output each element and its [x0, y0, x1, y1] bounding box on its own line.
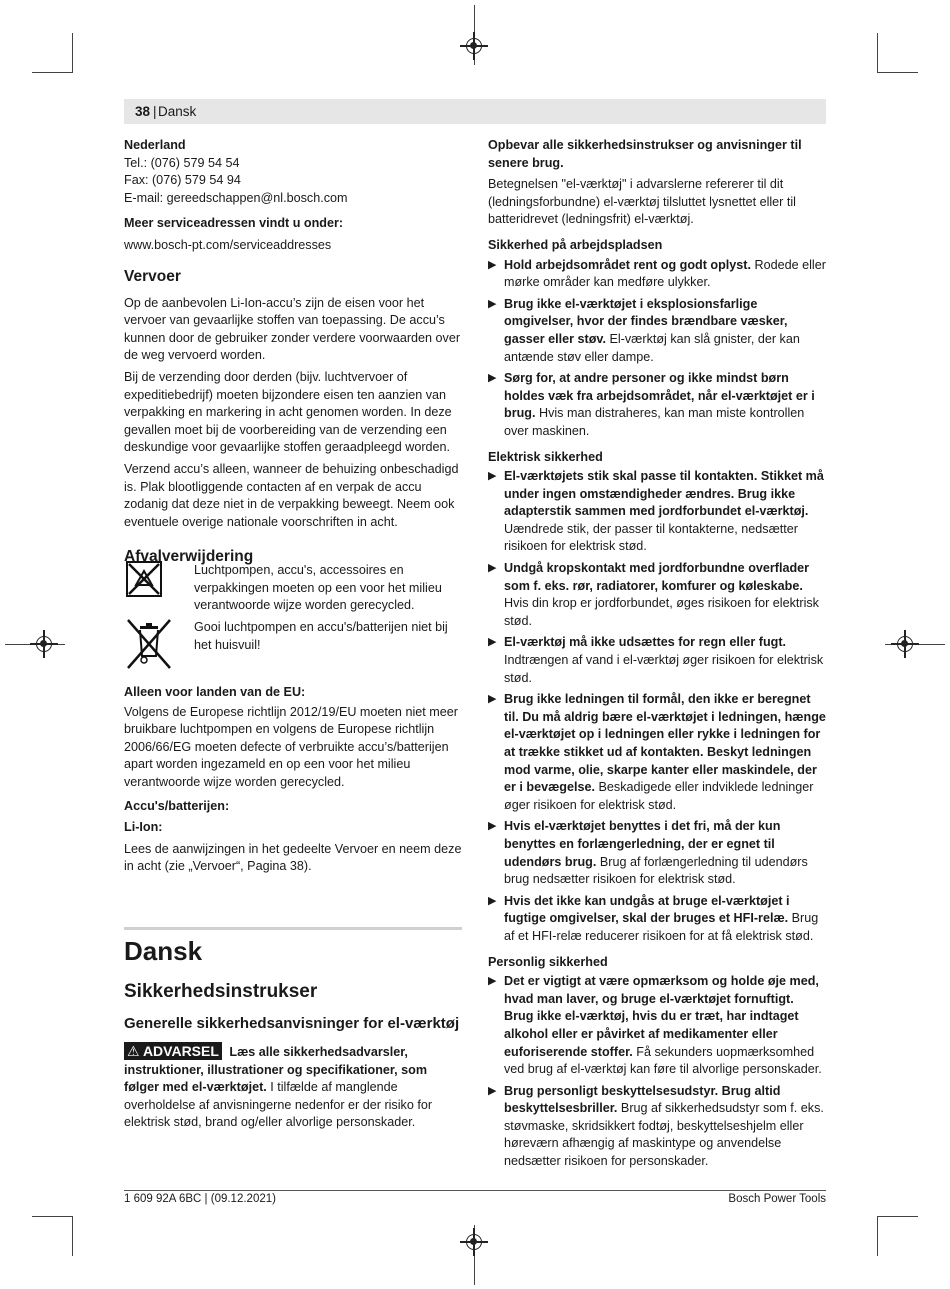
footer-doc-id: 1 609 92A 6BC | (09.12.2021): [124, 1193, 276, 1205]
list-item-text: Brug af et HFI-relæ reducerer risikoen for at få elektrisk stød.: [504, 911, 819, 943]
arrow-icon: ▶: [488, 693, 497, 706]
arrow-icon: ▶: [488, 894, 497, 907]
list-item: [488, 973, 826, 1079]
list-item: [488, 560, 826, 630]
list-item: [488, 634, 826, 687]
crop-mark: [878, 1216, 918, 1217]
crossed-bin-icon: [126, 618, 172, 670]
section-title-sikkerhed: Sikkerhedsinstrukser: [124, 981, 318, 1002]
left-column: [124, 137, 462, 575]
footer-rule: [124, 1190, 826, 1191]
warning-text: I tilfælde af manglende overholdelse af anvisningerne nedenfor er der risiko for elektrisk stød, brand og/eller alvorlige personskader.: [124, 1080, 433, 1130]
section-divider: [124, 927, 462, 930]
header-separator: |: [153, 104, 157, 119]
section-title-electrical: Elektrisk sikkerhed: [488, 449, 603, 464]
crop-mark: [877, 33, 878, 73]
more-addresses-label: Meer serviceadressen vindt u onder:: [124, 216, 344, 231]
list-item-bold: El-værktøjets stik skal passe til kontakten. Stikket må under ingen omstændigheder ændres. Brug ikke adapterstik sammen med jordforbundet el-værktøj.: [504, 469, 824, 519]
list-item-text: Beskadigede eller indviklede ledninger øger risikoen for elektrisk stød.: [504, 780, 814, 812]
section-title-vervoer: Vervoer: [124, 267, 181, 285]
more-addresses-link[interactable]: www.bosch-pt.com/serviceaddresses: [124, 237, 332, 252]
section-title-afval: Afvalverwijdering: [124, 548, 254, 566]
list-item: [488, 893, 826, 946]
list-item: [488, 818, 826, 888]
list-item-bold: Brug ikke ledningen til formål, den ikke er beregnet til. Du må aldrig bære el-værktøjet i ledningen, hænge el-værktøjet op i ledningen eller rykke i ledningen for at trække stikket ud af kontakten. Beskyt ledningen mod varme, olie, skarpe kanter eller maskindele, der er i bevægelse.: [504, 692, 826, 795]
paragraph: Op de aanbevolen Li-Ion-accu’s zijn de eisen voor het vervoer van gevaarlijke stoffen van toepassing. De accu’s kunnen door de gebruiker zonder verdere voorwaarden over de weg vervoerd worden.: [124, 295, 461, 363]
list-item: [488, 370, 826, 440]
registration-mark-icon: [897, 636, 913, 652]
left-column-lower: [124, 684, 462, 880]
list-item-text: Hvis din krop er jordforbundet, øges risikoen for elektrisk stød.: [504, 596, 819, 628]
recycle-packaging-icon: [126, 561, 162, 597]
work-list: [488, 257, 826, 441]
list-item-bold: Hvis det ikke kan undgås at bruge el-værktøjet i fugtige omgivelser, skal der bruges et HFI-relæ.: [504, 893, 790, 926]
list-item-text: Brug af sikkerhedsudstyr som f. eks. støvmaske, skridsikkert fodtøj, beskyttelseshjelm eller høreværn afhængig af maskintype og anvendelse nedsætter risikoen for personskader.: [504, 1101, 824, 1169]
contact-country: Nederland: [124, 138, 186, 152]
list-item-text: Rodede eller mørke områder kan medføre ulykker.: [504, 257, 826, 290]
crop-mark: [72, 33, 73, 73]
list-item-bold: El-værktøj må ikke udsættes for regn eller fugt.: [504, 635, 787, 650]
right-column: [488, 137, 826, 1175]
section-title-personal: Personlig sikkerhed: [488, 954, 608, 969]
list-item: [488, 468, 826, 556]
arrow-icon: ▶: [488, 258, 497, 271]
arrow-icon: ▶: [488, 372, 497, 385]
warning-icon: ⚠: [127, 1043, 140, 1059]
crop-mark: [32, 72, 72, 73]
liion-title: Li-Ion:: [124, 820, 163, 835]
page-header: [124, 99, 826, 124]
arrow-icon: ▶: [488, 975, 497, 988]
warning-bold: Læs alle sikkerhedsadvarsler, instruktioner, illustrationer og specifikationer, som følger med el-værktøjet.: [124, 1045, 428, 1095]
paragraph: Volgens de Europese richtlijn 2012/19/EU moeten niet meer bruikbare luchtpompen en volgens de Europese richtlijn 2006/66/EG moeten defecte of verbruikte accu’s/batterijen apart worden ingezameld en op een voor het milieu verantwoorde wijze worden gerecycled.: [124, 704, 458, 789]
afval-text-2: Gooi luchtpompen en accu's/batterijen niet bij het huisvuil!: [194, 620, 448, 652]
list-item: [488, 257, 826, 292]
contact-tel: Tel.: (076) 579 54 54: [124, 155, 240, 170]
paragraph: Verzend accu’s alleen, wanneer de behuizing onbeschadigd is. Plak blootliggende contacten af en verpak de accu zodanig dat deze niet in de verpakking beweegt. Neem ook eventuele overige nationale voorschriften in acht.: [124, 461, 459, 529]
accu-title: Accu's/batterijen:: [124, 798, 230, 813]
list-item-text: Hvis man distraheres, kan man miste kontrollen over maskinen.: [504, 406, 805, 438]
list-item: [488, 691, 826, 814]
paragraph: Lees de aanwijzingen in het gedeelte Vervoer en neem deze in acht (zie „Vervoer“, Pagina 38).: [124, 841, 462, 874]
list-item-text: Brug af forlængerledning til udendørs brug nedsætter risikoen for elektrisk stød.: [504, 854, 808, 887]
list-item-bold: Det er vigtigt at være opmærksom og holde øje med, hvad man laver, og bruge el-værktøjet fornuftigt. Brug ikke el-værktøj, hvis du er træt, har indtaget alkohol eller er påvirket af medikamenter eller euforiserende stoffer.: [504, 974, 819, 1059]
list-item-bold: Sørg for, at andre personer og ikke mindst børn holdes væk fra arbejdsområdet, når el-værktøjet er i brug.: [504, 371, 815, 421]
list-item-text: Uændrede stik, der passer til kontakterne, nedsætter risikoen for elektrisk stød.: [504, 521, 798, 554]
list-item-bold: Undgå kropskontakt med jordforbundne overflader som f. eks. rør, radiatorer, komfurer og køleskabe.: [504, 561, 810, 593]
section-title-work: Sikkerhed på arbejdspladsen: [488, 237, 663, 252]
arrow-icon: ▶: [488, 297, 497, 310]
list-item: [488, 296, 826, 366]
electrical-list: [488, 468, 826, 945]
warning-badge: ⚠ ADVARSEL: [124, 1042, 222, 1060]
contact-email: E-mail: gereedschappen@nl.bosch.com: [124, 190, 348, 205]
footer-brand: Bosch Power Tools: [728, 1193, 826, 1205]
arrow-icon: ▶: [488, 470, 497, 483]
registration-mark-icon: [466, 38, 482, 54]
paragraph: Bij de verzending door derden (bijv. luchtvervoer of expeditiebedrijf) moeten bijzondere eisen ten aanzien van verpakking en markering in acht genomen worden. In deze gevallen moet bij de voorbereiding van de verzending een deskundige voor gevaarlijke stoffen geraadpleegd worden.: [124, 369, 452, 455]
list-item-bold: Brug personligt beskyttelsesudstyr. Brug altid beskyttelsesbriller.: [504, 1083, 781, 1116]
crop-mark: [72, 1216, 73, 1256]
list-item-text: El-værktøj kan slå gnister, der kan antænde støv eller dampe.: [504, 331, 800, 364]
list-item-bold: Brug ikke el-værktøjet i eksplosionsfarlige omgivelser, hvor der findes brændbare væsker, gasser eller støv.: [504, 296, 788, 346]
arrow-icon: ▶: [488, 636, 497, 649]
contact-fax: Fax: (076) 579 54 94: [124, 173, 241, 188]
afval-text-1: Luchtpompen, accu's, accessoires en verpakkingen moeten op een voor het milieu verantwoorde wijze worden gerecycled.: [194, 563, 442, 613]
crop-mark: [878, 72, 918, 73]
header-language: Dansk: [158, 104, 197, 119]
list-item: [488, 1083, 826, 1171]
registration-mark-icon: [466, 1234, 482, 1250]
chapter-title: Dansk: [124, 936, 203, 966]
arrow-icon: ▶: [488, 820, 497, 833]
list-item-text: Få sekunders uopmærksomhed ved brug af el-værktøj kan føre til alvorlige personskader.: [504, 1044, 822, 1077]
crop-mark: [877, 1216, 878, 1256]
warning-paragraph: [124, 1042, 462, 1132]
list-item-bold: Hold arbejdsområdet rent og godt oplyst.: [504, 257, 751, 272]
definition-paragraph: Betegnelsen "el-værktøj" i advarslerne refererer til dit (ledningsforbundne) el-værktøj tilsluttet lysnettet eller til batteridrevet (ledningsfrit) el-værktøj.: [488, 177, 796, 227]
registration-mark-icon: [36, 636, 52, 652]
arrow-icon: ▶: [488, 1084, 497, 1097]
personal-list: [488, 973, 826, 1171]
list-item-text: Indtrængen af vand i el-værktøj øger risikoen for elektrisk stød.: [504, 653, 824, 685]
dansk-section: [124, 936, 462, 1136]
eu-title: Alleen voor landen van de EU:: [124, 685, 306, 699]
list-item-bold: Hvis el-værktøjet benyttes i det fri, må der kun benyttes en forlængerledning, der er egnet til udendørs brug.: [504, 819, 781, 869]
page-number: 38: [135, 104, 151, 119]
subsection-title: Generelle sikkerhedsanvisninger for el-værktøj: [124, 1015, 460, 1032]
crop-mark: [32, 1216, 72, 1217]
keep-instructions: Opbevar alle sikkerhedsinstrukser og anvisninger til senere brug.: [488, 138, 802, 170]
arrow-icon: ▶: [488, 562, 497, 575]
